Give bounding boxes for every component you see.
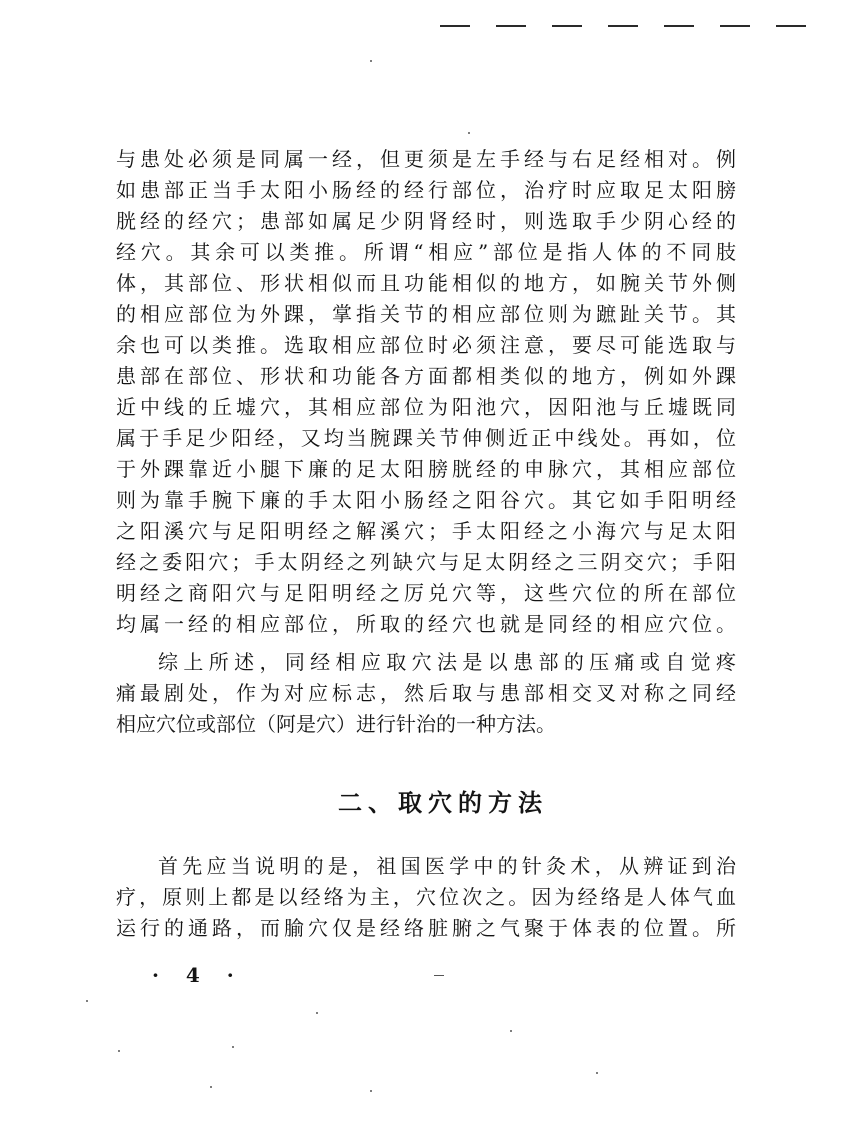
text-line: 经穴。其余可以类推。所谓“相应”部位是指人体的不同肢	[116, 240, 736, 264]
text-line: 相应穴位或部位（阿是穴）进行针治的一种方法。	[116, 712, 556, 736]
header-dash	[552, 25, 582, 27]
header-rule	[440, 25, 806, 27]
text-line: 综上所述，同经相应取穴法是以患部的压痛或自觉疼	[158, 650, 736, 674]
paragraph-method-intro	[116, 851, 736, 944]
header-dash	[496, 25, 526, 27]
header-dash	[720, 25, 750, 27]
text-line: 均属一经的相应部位，所取的经穴也就是同经的相应穴位。	[116, 612, 736, 636]
header-dash	[776, 25, 806, 27]
scan-speck	[510, 1030, 512, 1032]
scan-speck	[210, 1086, 212, 1088]
header-dash	[608, 25, 638, 27]
text-line: 患部在部位、形状和功能各方面都相类似的地方，例如外踝	[116, 364, 736, 388]
text-line: 近中线的丘墟穴，其相应部位为阳池穴，因阳池与丘墟既同	[116, 395, 736, 419]
scan-speck	[370, 60, 372, 62]
page-number: · 4 ·	[152, 963, 244, 987]
paragraph-continuation	[116, 144, 736, 640]
text-line: 胱经的经穴；患部如属足少阴肾经时，则选取手少阴心经的	[116, 209, 736, 233]
scan-speck	[118, 1050, 120, 1052]
paragraph-summary	[116, 647, 736, 740]
text-line: 首先应当说明的是，祖国医学中的针灸术，从辨证到治	[158, 854, 736, 878]
scan-speck	[316, 1012, 318, 1014]
scan-speck	[370, 1090, 372, 1092]
text-line: 明经之商阳穴与足阳明经之厉兑穴等，这些穴位的所在部位	[116, 581, 736, 605]
text-line: 经之委阳穴；手太阴经之列缺穴与足太阴经之三阴交穴；手阳	[116, 550, 736, 574]
text-line: 如患部正当手太阳小肠经的经行部位，治疗时应取足太阳膀	[116, 178, 736, 202]
text-line: 则为靠手腕下廉的手太阳小肠经之阳谷穴。其它如手阳明经	[116, 488, 736, 512]
scan-speck	[232, 1046, 234, 1048]
text-line: 余也可以类推。选取相应部位时必须注意，要尽可能选取与	[116, 333, 736, 357]
text-line: 体，其部位、形状相似而且功能相似的地方，如腕关节外侧	[116, 271, 736, 295]
text-line: 疗，原则上都是以经络为主，穴位次之。因为经络是人体气血	[116, 885, 736, 909]
text-line: 与患处必须是同属一经，但更须是左手经与右足经相对。例	[116, 147, 736, 171]
scan-speck	[468, 132, 470, 134]
scan-speck	[86, 1000, 88, 1002]
scan-speck	[596, 1072, 598, 1074]
text-line: 运行的通路，而腧穴仅是经络脏腑之气聚于体表的位置。所	[116, 916, 736, 940]
text-line: 之阳溪穴与足阳明经之解溪穴；手太阳经之小海穴与足太阳	[116, 519, 736, 543]
header-dash	[440, 25, 470, 27]
text-line: 属于手足少阳经，又均当腕踝关节伸侧近正中线处。再如，位	[116, 426, 736, 450]
text-line: 的相应部位为外踝，掌指关节的相应部位则为蹠趾关节。其	[116, 302, 736, 326]
header-dash	[664, 25, 694, 27]
section-heading: 二、取穴的方法	[338, 788, 548, 817]
text-line: 痛最剧处，作为对应标志，然后取与患部相交叉对称之同经	[116, 681, 736, 705]
text-line: 于外踝靠近小腿下廉的足太阳膀胱经的申脉穴，其相应部位	[116, 457, 736, 481]
scan-speck	[434, 975, 444, 976]
